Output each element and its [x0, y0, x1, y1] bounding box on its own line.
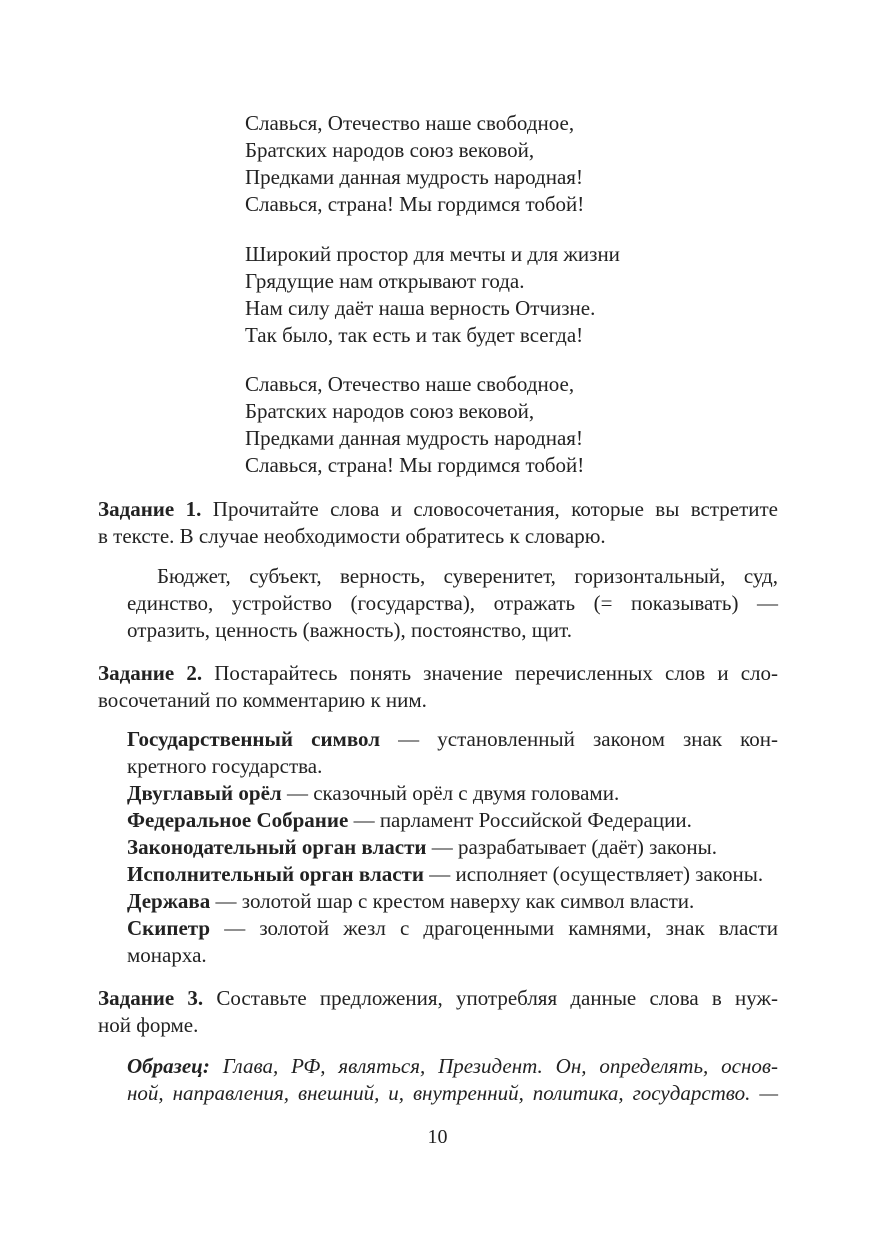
anthem-stanza	[245, 110, 745, 218]
task-line	[98, 496, 778, 523]
glossary-definition: — сказочный орёл с двумя головами.	[281, 781, 620, 805]
verse-line: Славься, страна! Мы гордимся тобой!	[245, 192, 585, 216]
task-line: в тексте. В случае необходимости обратитесь к словарю.	[98, 524, 606, 548]
anthem-stanza	[245, 241, 745, 349]
glossary-term: Скипетр	[127, 916, 211, 940]
task-label: Задание 2.	[98, 661, 203, 685]
task-2	[98, 660, 778, 714]
glossary-definition: — исполняет (осуществляет) законы.	[423, 862, 764, 886]
verse-line: Нам силу даёт наша верность Отчизне.	[245, 296, 596, 320]
task-line: ной форме.	[98, 1013, 199, 1037]
example-line: ной, направления, внешний, и, внутренний, политика, государство. —	[127, 1081, 778, 1105]
glossary-term: Двуглавый орёл	[127, 781, 282, 805]
glossary-definition: монарха.	[127, 943, 207, 967]
glossary	[127, 726, 778, 969]
example-label: Образец:	[127, 1054, 210, 1078]
verse-line: Братских народов союз вековой,	[245, 399, 535, 423]
glossary-definition: — установленный законом знак кон-	[380, 727, 778, 751]
task-text: Постарайтесь понять значение перечисленных слов и сло-	[214, 661, 779, 685]
glossary-term: Исполнительный орган власти	[127, 862, 424, 886]
task-text: Составьте предложения, употребляя данные слова в нуж-	[216, 986, 778, 1010]
glossary-entry	[127, 780, 778, 807]
glossary-definition: — парламент Российской Федерации.	[348, 808, 692, 832]
verse-line: Грядущие нам открывают года.	[245, 269, 525, 293]
task-3	[98, 985, 778, 1039]
glossary-entry	[127, 726, 778, 753]
task-line	[98, 660, 778, 687]
task-1	[98, 496, 778, 550]
glossary-entry	[127, 915, 778, 942]
verse-line: Широкий простор для мечты и для жизни	[245, 242, 620, 266]
glossary-definition: — золотой жезл с драгоценными камнями, знак власти	[210, 916, 778, 940]
glossary-entry	[127, 888, 778, 915]
word-list-line: отразить, ценность (важность), постоянство, щит.	[127, 618, 572, 642]
task-label: Задание 1.	[98, 497, 202, 521]
verse-line: Так было, так есть и так будет всегда!	[245, 323, 584, 347]
verse-line: Славься, страна! Мы гордимся тобой!	[245, 453, 585, 477]
task-1-word-list	[127, 563, 778, 644]
glossary-entry	[127, 807, 778, 834]
task-line	[98, 985, 778, 1012]
verse-line: Предками данная мудрость народная!	[245, 426, 583, 450]
glossary-term: Законодательный орган власти	[127, 835, 427, 859]
task-line: восочетаний по комментарию к ним.	[98, 688, 427, 712]
word-list-line: Бюджет, субъект, верность, суверенитет, горизонтальный, суд,	[157, 564, 778, 588]
word-list-line: единство, устройство (государства), отражать (= показывать) —	[127, 591, 778, 615]
verse-line: Славься, Отечество наше свободное,	[245, 111, 575, 135]
example-text: Глава, РФ, являться, Президент. Он, определять, основ-	[209, 1054, 778, 1078]
verse-line: Предками данная мудрость народная!	[245, 165, 583, 189]
glossary-entry	[127, 861, 778, 888]
task-text: Прочитайте слова и словосочетания, которые вы встретите	[212, 497, 779, 521]
anthem-stanza	[245, 371, 745, 479]
verse-line: Славься, Отечество наше свободное,	[245, 372, 575, 396]
glossary-definition: — разрабатывает (даёт) законы.	[426, 835, 717, 859]
glossary-definition: — золотой шар с крестом наверху как символ власти.	[210, 889, 695, 913]
example-line	[127, 1053, 778, 1080]
glossary-term: Федеральное Собрание	[127, 808, 349, 832]
task-label: Задание 3.	[98, 986, 204, 1010]
glossary-definition: кретного государства.	[127, 754, 323, 778]
glossary-entry	[127, 834, 778, 861]
page-number: 10	[427, 1126, 448, 1148]
example-sample	[127, 1053, 778, 1107]
glossary-term: Держава	[127, 889, 211, 913]
verse-line: Братских народов союз вековой,	[245, 138, 535, 162]
glossary-term: Государственный символ	[127, 727, 381, 751]
